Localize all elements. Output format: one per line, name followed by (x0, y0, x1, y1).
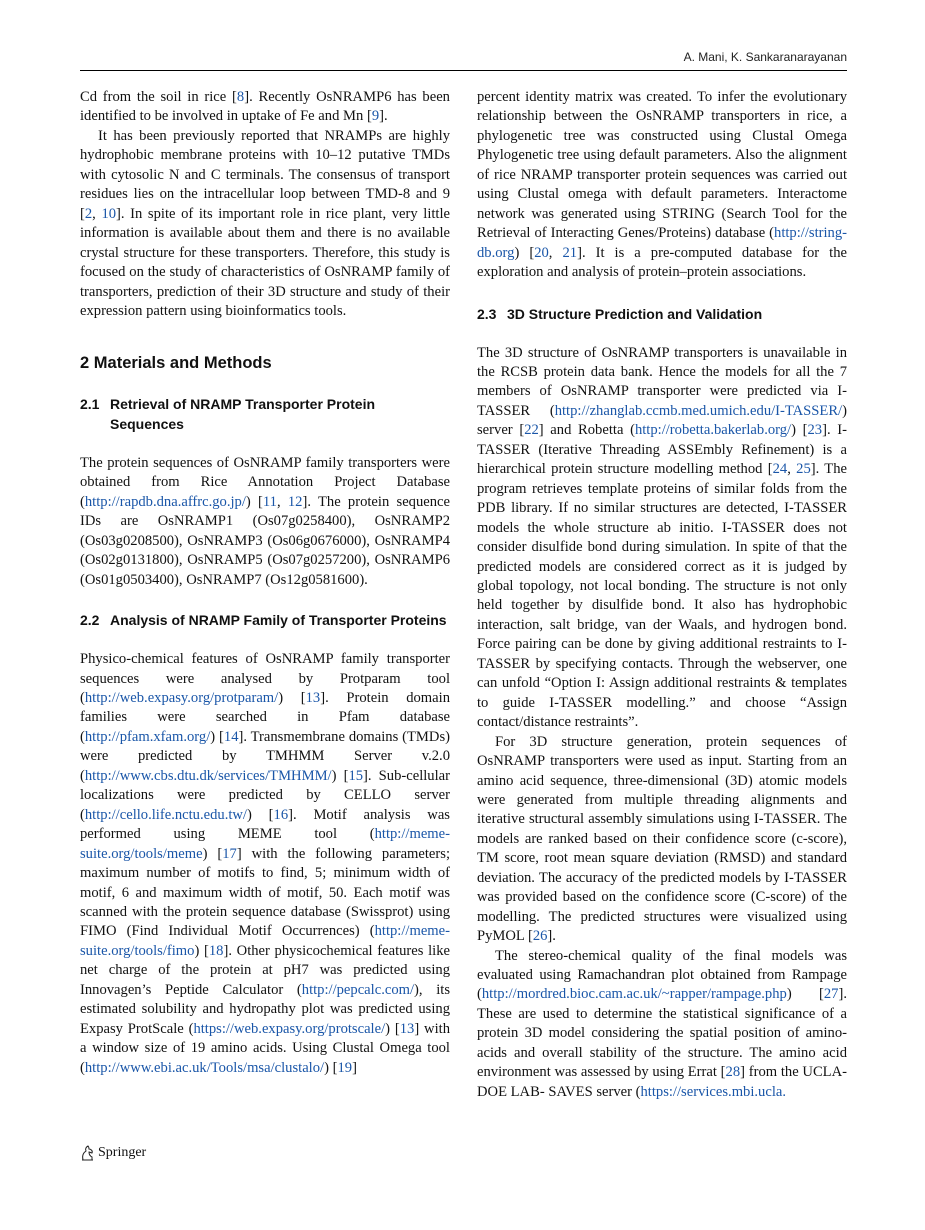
url-link[interactable]: http://robetta.bakerlab.org/ (634, 422, 792, 439)
citation-link[interactable]: 15 (348, 767, 364, 784)
header-rule (80, 70, 847, 71)
url-link[interactable]: https://web.expasy.org/protscale/ (193, 1020, 386, 1037)
url-link[interactable]: http://zhanglab.ccmb.med.umich.edu/I-TASSER/ (554, 402, 843, 419)
paragraph: It has been previously reported that NRAMPs are highly hydrophobic membrane proteins with 10–12 putative TMDs with cytosolic N and C terminals. The consensus of transport residues lies on the intracellular loop between TMD-8 and 9 [2, 10]. In spite of its important role in rice plant, very little information is available about them and there is no available crystal structure for these transporters. Therefore, this study is focused on the study of characteristics of OsNRAMP family of transporters, prediction of their 3D structure and study of their expression pattern using bioinformatics tools. (80, 127, 451, 319)
url-link[interactable]: http://pepcalc.com/ (301, 981, 415, 998)
url-link[interactable]: http://meme-suite.org/tools/fimo (80, 923, 450, 959)
citation-link[interactable]: 13 (399, 1020, 415, 1037)
subsection-heading-2-1 (80, 394, 450, 434)
section-number: 2 (80, 354, 90, 373)
left-column (80, 88, 450, 1078)
section-heading-2 (80, 354, 450, 373)
citation-link[interactable]: 8 (236, 89, 245, 105)
url-link[interactable]: http://www.ebi.ac.uk/Tools/msa/clustalo/ (84, 1059, 325, 1076)
paragraph: percent identity matrix was created. To infer the evolutionary relationship between the OsNRAMP transporters in rice, a phylogenetic tree was constructed using Clustal Omega Phylogenetic tree using default parameters. Also the alignment of rice NRAMP transporter protein sequences was carried out using Clustal omega with default parameters. Interactome network was generated using STRING (Search Tool for the Retrieval of Interacting Genes/Proteins) database (http://string-db.org) [20, 21]. It is a pre-computed database for the exploration and analysis of protein–protein associations. (477, 89, 847, 281)
citation-link[interactable]: 24 (772, 461, 788, 478)
url-link[interactable]: http://cello.life.nctu.edu.tw/ (84, 806, 247, 823)
url-link[interactable]: https://services.mbi.ucla. (640, 1083, 787, 1100)
citation-link[interactable]: 14 (223, 728, 239, 745)
citation-link[interactable]: 16 (273, 806, 289, 823)
right-column (477, 88, 847, 1102)
subsection-heading-2-3 (477, 304, 847, 324)
subsection-title: 3D Structure Prediction and Validation (507, 305, 763, 322)
subsection-number: 2.1 (80, 395, 100, 412)
citation-link[interactable]: 21 (562, 244, 578, 261)
subsection-number: 2.2 (80, 612, 100, 629)
url-link[interactable]: http://mordred.bioc.cam.ac.uk/~rapper/rampage.php (481, 986, 787, 1003)
publisher-name: Springer (98, 1145, 147, 1160)
citation-link[interactable]: 12 (287, 493, 303, 510)
subsection-title: Analysis of NRAMP Family of Transporter Proteins (110, 612, 447, 629)
subsection-number: 2.3 (477, 305, 497, 322)
citation-link[interactable]: 11 (262, 493, 277, 510)
url-link[interactable]: http://string-db.org (477, 225, 847, 261)
paragraph: Physico-chemical features of OsNRAMP family transporter sequences were analysed by Protparam tool (http://web.expasy.org/protparam/) [13]. Protein domain families were searched in Pfam database (http://pfam.xfam.org/) [14]. Transmembrane domains (TMDs) were predicted by TMHMM Server v.2.0 (http://www.cbs.dtu.dk/services/TMHMM/) [15]. Sub-cellular localizations were predicted by CELLO server (http://cello.life.nctu.edu.tw/) [16]. Motif analysis was performed using MEME tool (http://meme-suite.org/tools/meme) [17] with the following parameters; maximum number of motifs to find, 5; minimum width of motif, 6 and maximum width of motif, 50. Each motif was scanned with the protein sequence database (Swissprot) using FIMO (Find Individual Motif Occurrences) (http://meme-suite.org/tools/fimo) [18]. Other physicochemical features like net charge of the protein at pH7 was predicted using Innovagen’s Peptide Calculator (http://pepcalc.com/), its estimated solubility and hydropathy plot was predicted using Expasy ProtScale (https://web.expasy.org/protscale/) [13] with a window size of 19 amino acids. Using Clustal Omega tool (http://www.ebi.ac.uk/Tools/msa/clustalo/) [19] (80, 651, 450, 1076)
springer-horse-icon (80, 1145, 94, 1161)
citation-link[interactable]: 26 (532, 928, 548, 945)
subsection-heading-2-2 (80, 610, 450, 630)
citation-link[interactable]: 28 (725, 1064, 741, 1081)
citation-link[interactable]: 2 (84, 205, 93, 222)
citation-link[interactable]: 27 (823, 986, 839, 1003)
url-link[interactable]: http://www.cbs.dtu.dk/services/TMHMM/ (84, 767, 332, 784)
citation-link[interactable]: 17 (222, 845, 237, 862)
url-link[interactable]: http://web.expasy.org/protparam/ (84, 689, 279, 706)
url-link[interactable]: http://pfam.xfam.org/ (84, 728, 211, 745)
paragraph: The protein sequences of OsNRAMP family transporters were obtained from Rice Annotation Project Database (http://rapdb.dna.affrc.go.jp/) [11, 12]. The protein sequence IDs are OsNRAMP1 (Os07g0258400), OsNRAMP2 (Os03g0208500), OsNRAMP3 (Os06g0676000), OsNRAMP4 (Os02g0131800), OsNRAMP5 (Os07g0257200), OsNRAMP6 (Os01g0503400), OsNRAMP7 (Os12g0581600). (80, 454, 450, 588)
paragraph: The stereo-chemical quality of the final models was evaluated using Ramachandran plot obtained from Rampage (http://mordred.bioc.cam.ac.uk/~rapper/rampage.php) [27]. These are used to determine the statistical significance of a protein 3D model considering the spatial position of amino-acids and overall stability of the structure. The amino acid environment was assessed by using Errat [28] from the UCLA-DOE LAB- SAVES server (https://services.mbi.ucla. (477, 947, 847, 1100)
paragraph: Cd from the soil in rice [8]. Recently OsNRAMP6 has been identified to be involved in uptake of Fe and Mn [9]. (80, 89, 450, 125)
paragraph: The 3D structure of OsNRAMP transporters is unavailable in the RCSB protein data bank. Hence the models for all the 7 members of OsNRAMP transporter were predicted via I-TASSER (http://zhanglab.ccmb.med.umich.edu/I-TASSER/) server [22] and Robetta (http://robetta.bakerlab.org/) [23]. I-TASSER (Iterative Threading ASSEmbly Refinement) is a hierarchical protein structure modelling method [24, 25]. The program retrieves template proteins of similar folds from the PDB library. If no similar structures are detected, I-TASSER models the whole structure ab initio. I-TASSER does not consider disulfide bond during simulation. In spite of that the predicted models are considered correct as it is judged by global topology, not local bonding. The structure is not only held together by disulfide bond. It also has hydrophobic interaction, salt bridge, van der Waals, and hydrogen bond. Force pairing can be done by giving additional restraints to I-TASSER by specifying contacts. Through the webserver, one can unfold “Option I: Assign additional restraints & templates to guide I-TASSER modelling.” and choose “Assign contact/distance restraints”. (477, 344, 847, 731)
citation-link[interactable]: 13 (305, 689, 321, 706)
paragraph: For 3D structure generation, protein sequences of OsNRAMP transporters were used as input. Starting from an amino acid sequence, three-dimensional (3D) atomic models were generated from multiple threading alignments and iterative structural assembly simulations using I-TASSER. The models are ranked based on their confidence score (c-score), TM score, root mean square deviation (RMSD) and standard deviation. The accuracy of the predicted models by I-TASSER was provided based on the confidence score (C-score) of the modelling. The predicted structures were visualized using PyMOL [26]. (477, 733, 847, 945)
citation-link[interactable]: 23 (807, 422, 823, 439)
citation-link[interactable]: 25 (796, 461, 811, 478)
citation-link[interactable]: 18 (208, 942, 224, 959)
subsection-title: Retrieval of NRAMP Transporter Protein Sequences (110, 395, 376, 432)
citation-link[interactable]: 22 (524, 422, 539, 439)
page-footer (80, 1145, 146, 1161)
citation-link[interactable]: 19 (337, 1059, 353, 1076)
citation-link[interactable]: 20 (534, 244, 549, 261)
running-head-authors: A. Mani, K. Sankaranarayanan (683, 50, 847, 64)
url-link[interactable]: http://meme-suite.org/tools/meme (80, 826, 450, 862)
section-title: Materials and Methods (93, 354, 272, 373)
citation-link[interactable]: 9 (371, 108, 380, 125)
url-link[interactable]: http://rapdb.dna.affrc.go.jp/ (84, 493, 246, 510)
citation-link[interactable]: 10 (101, 205, 117, 222)
